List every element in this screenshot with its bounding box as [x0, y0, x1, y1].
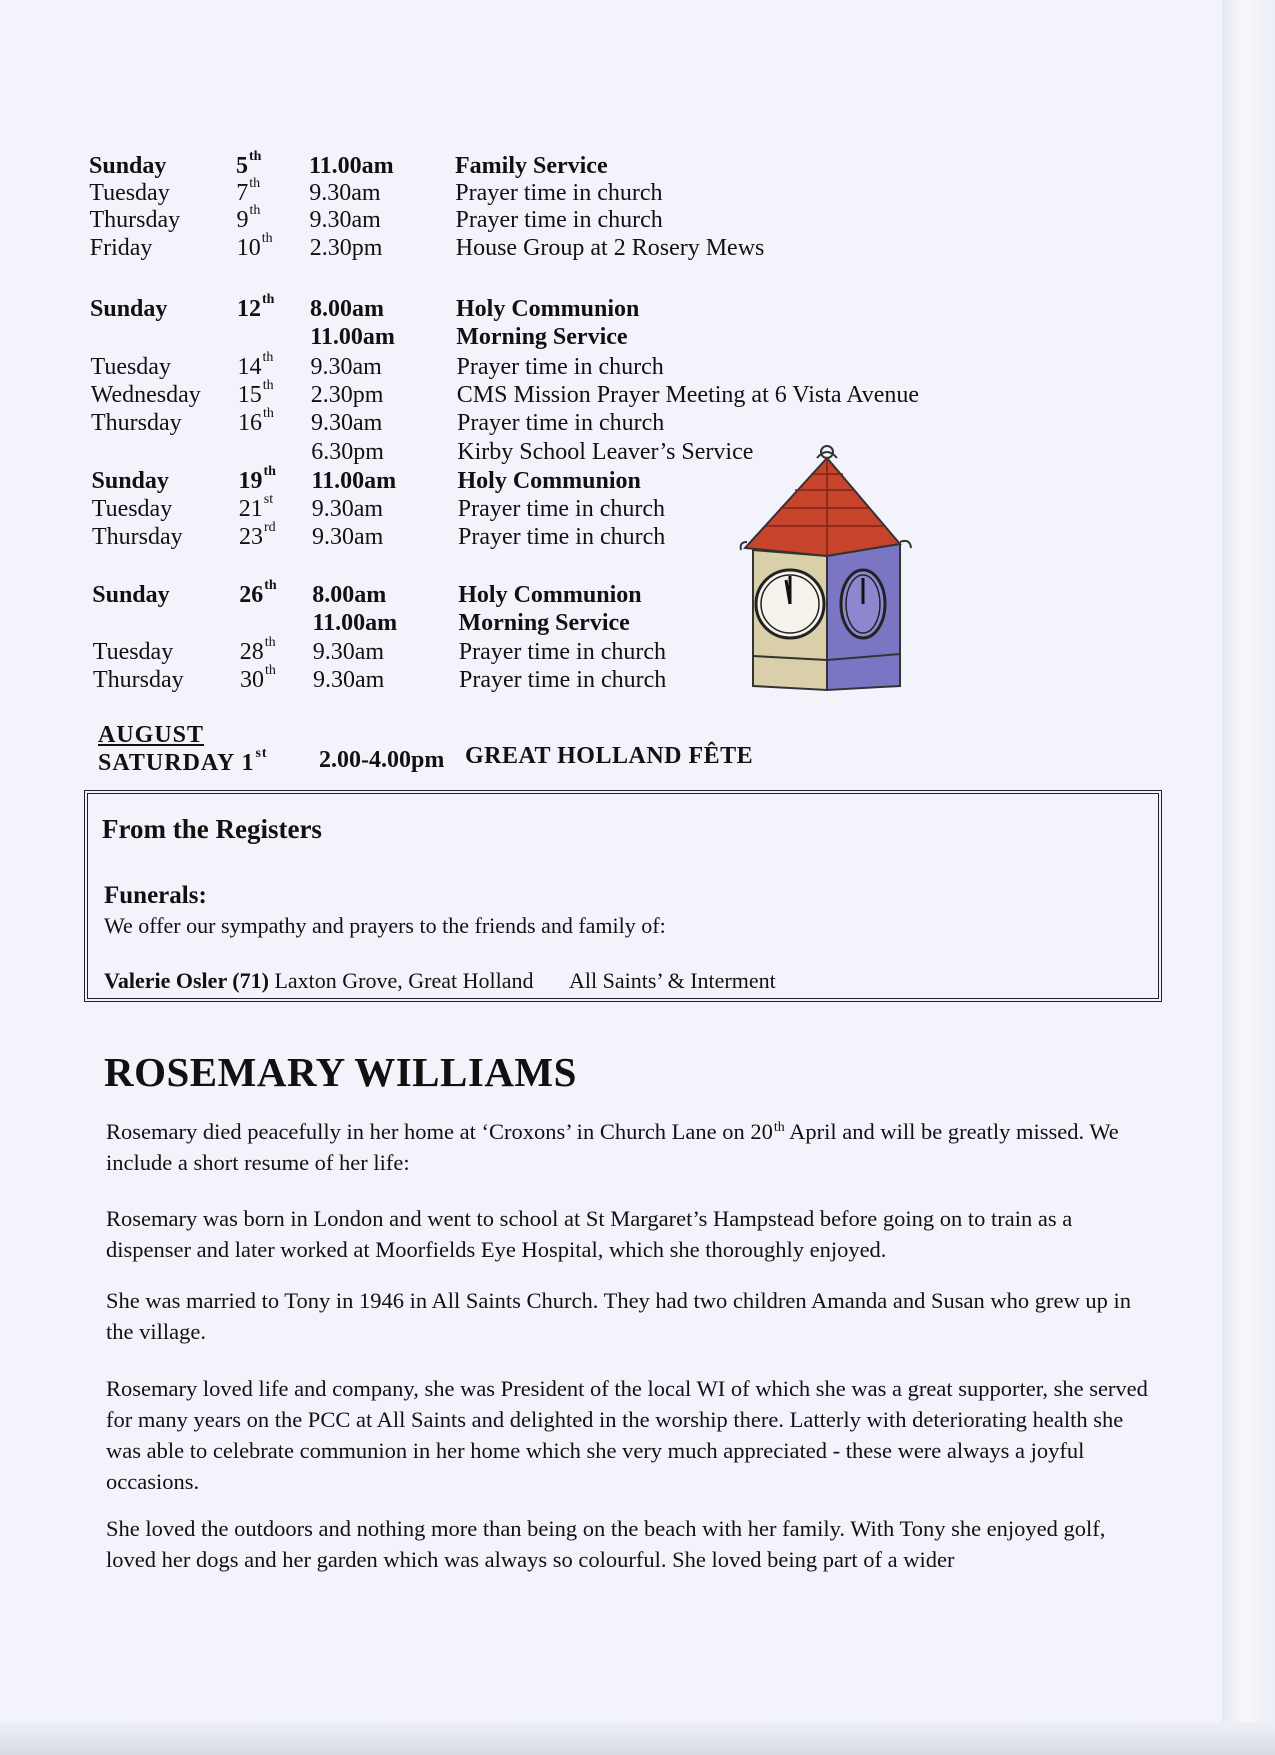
- schedule-date-number: 7: [236, 180, 249, 206]
- schedule-event: Prayer time in church: [457, 410, 665, 436]
- schedule-date-number: 10: [236, 235, 261, 261]
- schedule-date-number: 9: [236, 207, 249, 233]
- paragraph-1: [106, 1116, 1156, 1178]
- funeral-address: Laxton Grove, Great Holland: [274, 968, 534, 993]
- schedule-date: [238, 464, 276, 494]
- schedule-date: [239, 635, 276, 665]
- schedule-time: 11.00am: [312, 610, 398, 636]
- schedule-date-suffix: st: [263, 492, 274, 507]
- side-clock-icon: [841, 570, 885, 638]
- schedule-date-suffix: th: [264, 578, 277, 593]
- page-edge: [1222, 0, 1275, 1755]
- schedule-date: [237, 292, 275, 322]
- schedule-event: Morning Service: [458, 610, 630, 636]
- schedule-event: Prayer time in church: [458, 639, 667, 665]
- paragraph-4: Rosemary loved life and company, she was President of the local WI of which she was a great supporter, she served for many years on the PCC at All Saints and delighted in the worship there. Latterly with deteriorating health she was able to celebrate communion in her home which she very much appreciated - these were always a joyful occasions.: [106, 1376, 1148, 1494]
- front-clock-icon: [756, 570, 824, 638]
- schedule-day: Thursday: [91, 410, 182, 436]
- schedule-date: [239, 520, 276, 550]
- paragraph-5: She loved the outdoors and nothing more than being on the beach with her family. With Tony she enjoyed golf, loved her dogs and her garden which was always so colourful. She loved being part of a wider: [106, 1516, 1106, 1572]
- schedule-date-suffix: th: [249, 176, 261, 191]
- schedule-day: Tuesday: [91, 496, 173, 522]
- schedule-day: Friday: [89, 235, 153, 261]
- schedule-day: Tuesday: [90, 354, 171, 380]
- schedule-time: 9.30am: [309, 180, 381, 206]
- schedule-time: 2.30pm: [309, 235, 383, 261]
- schedule-day: Sunday: [91, 468, 169, 494]
- paragraph-3: She was married to Tony in 1946 in All Saints Church. They had two children Amanda and Susan who grew up in the village.: [106, 1288, 1131, 1344]
- schedule-date-suffix: th: [262, 350, 274, 365]
- schedule-day: Thursday: [93, 667, 184, 693]
- schedule-date-number: 23: [239, 524, 263, 550]
- paragraph-1-start: Rosemary died peacefully in her home at ‘Croxons’ in Church Lane on 20: [106, 1119, 773, 1144]
- schedule-time: 11.00am: [310, 324, 395, 350]
- schedule-time: 8.00am: [310, 296, 384, 322]
- schedule-day: Sunday: [92, 582, 170, 608]
- paragraph-1-end: April and will be greatly missed. We include a short resume of her life:: [106, 1119, 1119, 1175]
- schedule-date: [236, 176, 261, 206]
- schedule-time: 11.00am: [311, 468, 397, 494]
- schedule-time: 11.00am: [309, 153, 394, 179]
- schedule-date-number: 14: [237, 354, 262, 380]
- schedule-date-number: 21: [238, 496, 263, 522]
- schedule-date-number: 19: [238, 468, 263, 494]
- funeral-place: All Saints’ & Interment: [569, 968, 776, 993]
- schedule-event: House Group at 2 Rosery Mews: [455, 235, 765, 261]
- finial-icon: [817, 446, 837, 458]
- schedule-date-number: 15: [237, 382, 262, 408]
- schedule-event: Prayer time in church: [458, 524, 666, 550]
- schedule-event: Prayer time in church: [455, 207, 663, 233]
- schedule-event: Prayer time in church: [455, 180, 663, 206]
- schedule-date-suffix: th: [249, 149, 262, 164]
- schedule-date-suffix: th: [264, 635, 276, 650]
- schedule-date-suffix: th: [265, 663, 276, 678]
- schedule-time: 8.00am: [312, 582, 387, 608]
- schedule-day: Wednesday: [90, 382, 201, 408]
- schedule-date-suffix: th: [262, 292, 275, 307]
- schedule-date: [237, 350, 274, 380]
- schedule-date-number: 16: [238, 410, 262, 436]
- schedule-time: 9.30am: [311, 410, 383, 436]
- schedule-date: [236, 149, 262, 179]
- schedule-event: Morning Service: [456, 324, 628, 350]
- schedule-time: 2.30pm: [310, 382, 384, 408]
- schedule-date-suffix: th: [261, 231, 273, 246]
- schedule-time: 6.30pm: [311, 439, 384, 465]
- schedule-date-suffix: th: [263, 464, 276, 479]
- funeral-entry: [104, 968, 776, 994]
- schedule-time: 9.30am: [313, 667, 385, 693]
- schedule-date: [237, 378, 274, 408]
- schedule-event: Kirby School Leaver’s Service: [457, 439, 754, 465]
- schedule-time: 9.30am: [309, 207, 381, 233]
- schedule-date-number: 5: [236, 153, 248, 179]
- schedule-time: 9.30am: [312, 639, 385, 665]
- schedule-date: [240, 663, 276, 693]
- schedule-time: 9.30am: [311, 496, 384, 522]
- schedule-event: Family Service: [455, 153, 608, 179]
- schedule-event: Holy Communion: [457, 468, 641, 494]
- article-heading: ROSEMARY WILLIAMS: [104, 1049, 577, 1095]
- schedule-date-number: 26: [239, 582, 264, 608]
- schedule-day: Thursday: [89, 207, 181, 233]
- schedule-day: Thursday: [92, 524, 183, 550]
- schedule-event: Holy Communion: [458, 582, 642, 608]
- schedule-event: Holy Communion: [456, 296, 640, 322]
- roof-shape: [745, 458, 900, 556]
- schedule-day: Sunday: [90, 296, 168, 322]
- schedule-date-number: 12: [237, 296, 261, 322]
- schedule-day: Tuesday: [89, 180, 170, 206]
- paragraph-1-suffix: th: [773, 1120, 785, 1135]
- fete-day-suffix: st: [255, 746, 268, 761]
- schedule-day: Tuesday: [92, 639, 174, 665]
- schedule-time: 9.30am: [312, 524, 384, 550]
- funerals-heading: Funerals:: [104, 882, 207, 909]
- funeral-name: Valerie Osler (71): [104, 968, 269, 993]
- fete-name: GREAT HOLLAND FÊTE: [465, 743, 754, 769]
- clock-tower-illustration: [735, 438, 920, 703]
- schedule-date-suffix: th: [262, 378, 274, 393]
- schedule-event: Prayer time in church: [459, 667, 667, 693]
- fete-day: [98, 746, 268, 777]
- page-bottom-edge: [0, 1722, 1275, 1755]
- schedule-day: Sunday: [89, 153, 167, 179]
- schedule-event: Prayer time in church: [456, 354, 664, 380]
- registers-title: From the Registers: [102, 814, 322, 844]
- schedule-date: [238, 492, 274, 522]
- funerals-intro: We offer our sympathy and prayers to the friends and family of:: [104, 913, 666, 938]
- schedule-time: 9.30am: [310, 354, 382, 380]
- schedule-date-number: 30: [240, 667, 264, 693]
- schedule-date: [236, 231, 273, 261]
- schedule-date: [236, 203, 261, 233]
- august-heading: AUGUST: [98, 722, 205, 748]
- schedule-date-suffix: th: [263, 406, 274, 421]
- schedule-date-suffix: th: [249, 203, 261, 218]
- fete-time: 2.00-4.00pm: [319, 747, 445, 773]
- schedule-date: [239, 578, 277, 608]
- paragraph-2: Rosemary was born in London and went to school at St Margaret’s Hampstead before going on to train as a dispenser and later worked at Moorfields Eye Hospital, which she thoroughly enjoyed.: [106, 1206, 1073, 1262]
- schedule-date-suffix: rd: [264, 520, 276, 535]
- schedule-event: Prayer time in church: [457, 496, 666, 522]
- schedule-date-number: 28: [239, 639, 264, 665]
- fete-day-label: SATURDAY 1: [98, 750, 255, 776]
- schedule-date: [238, 406, 274, 436]
- schedule-event: CMS Mission Prayer Meeting at 6 Vista Avenue: [456, 382, 920, 408]
- registers-box: [84, 790, 1162, 1002]
